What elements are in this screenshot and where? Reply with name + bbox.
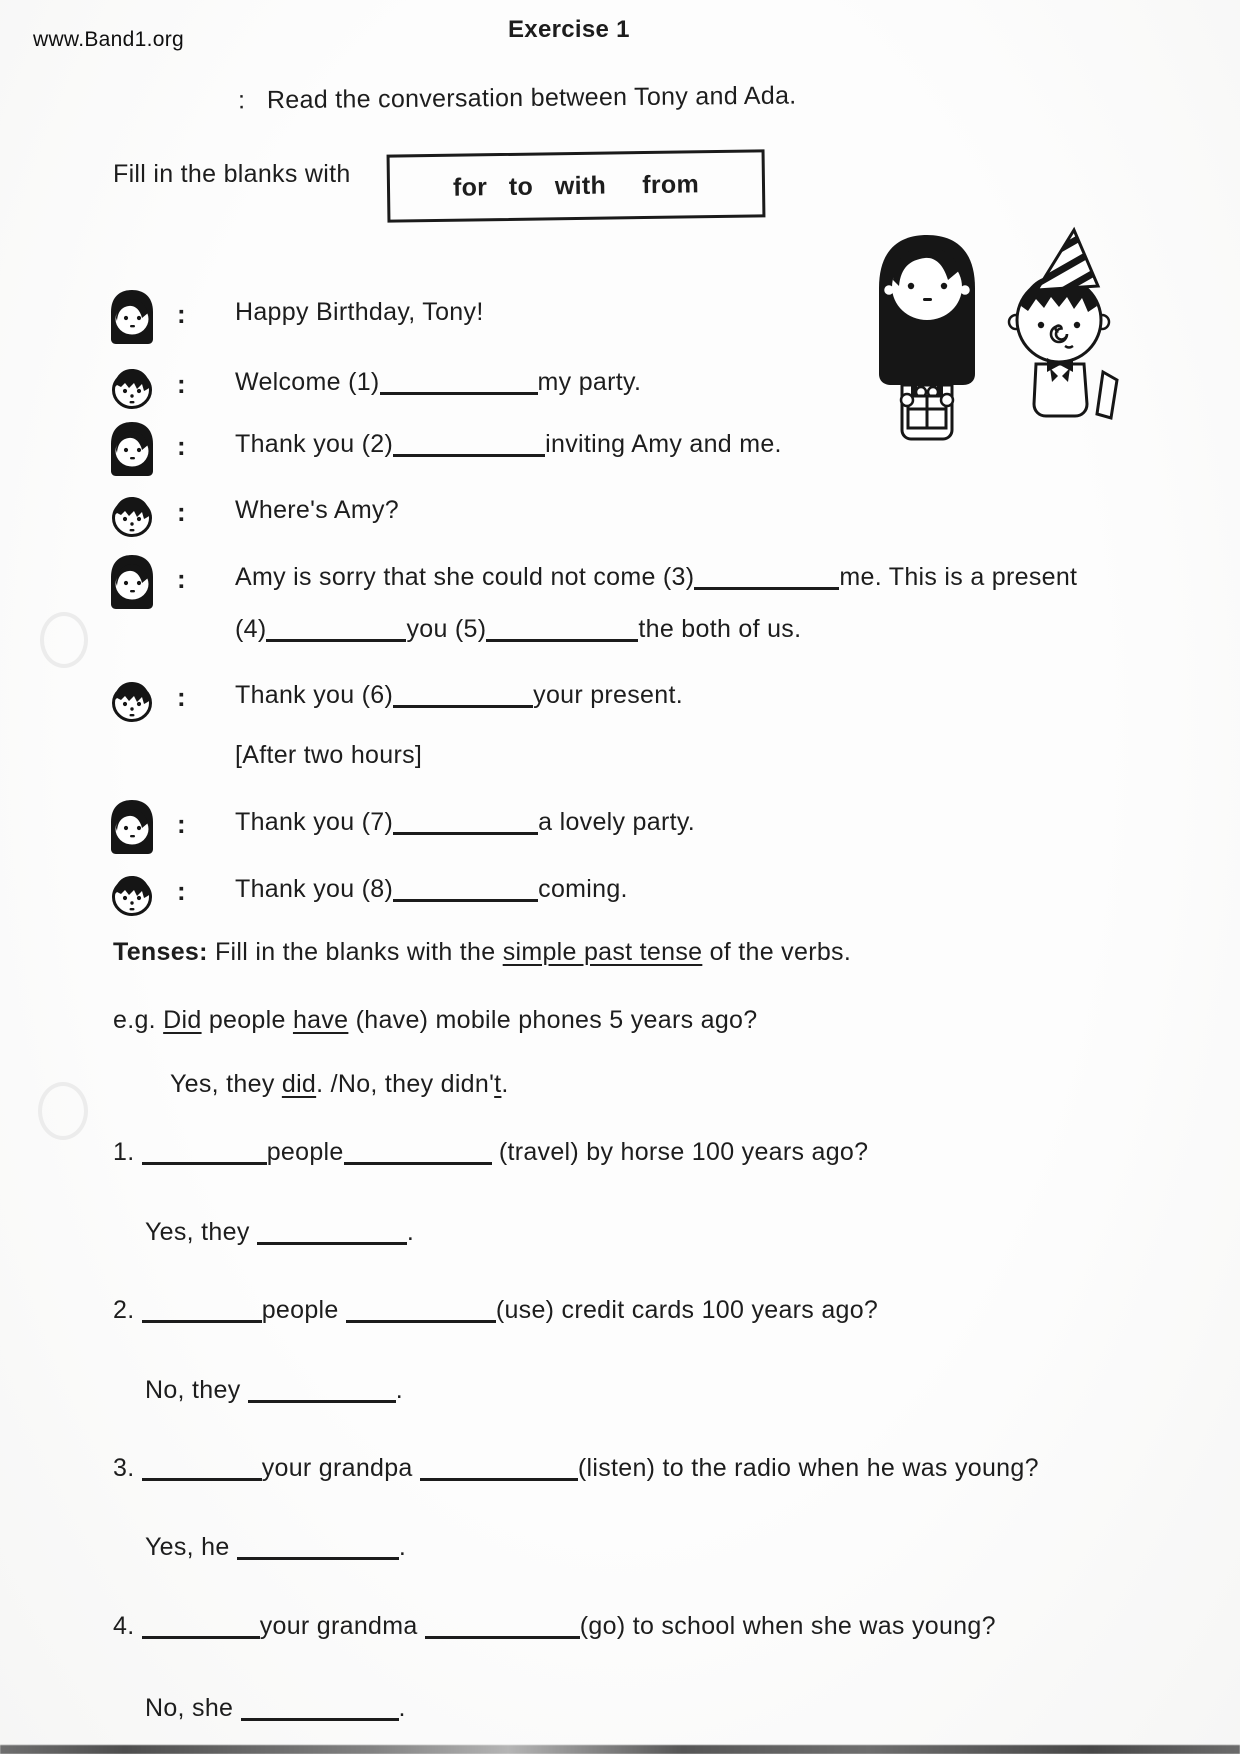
speech-text <box>235 367 641 397</box>
text-segment: [After two hours] <box>235 741 423 769</box>
text-segment: Thank you (6) <box>235 681 394 709</box>
text-segment: your grandpa <box>261 1454 420 1482</box>
fill-blanks-label: Fill in the blanks with <box>113 160 351 188</box>
blank-line <box>694 571 839 590</box>
blank-line <box>142 1146 267 1165</box>
boy-avatar-icon <box>102 670 162 732</box>
scan-artifact <box>40 612 88 668</box>
text-segment: Thank you (7) <box>235 808 394 836</box>
blank-line <box>393 438 545 457</box>
text-segment: . <box>501 1070 509 1098</box>
text-segment: my party. <box>537 368 642 396</box>
speaker-colon: : <box>177 809 186 839</box>
text-segment: (go) to school when she was young? <box>579 1612 996 1640</box>
blank-line <box>425 1620 580 1639</box>
text-segment: Thank you (8) <box>235 875 394 903</box>
instruction-text: : Read the conversation between Tony and Ada. <box>237 81 797 115</box>
text-segment: 4. <box>113 1612 142 1640</box>
speaker-colon: : <box>177 369 186 399</box>
text-segment: people <box>201 1006 293 1034</box>
text-segment: Happy Birthday, Tony! <box>235 298 484 326</box>
text-segment: people <box>266 1138 344 1166</box>
text-segment: (travel) by horse 100 years ago? <box>491 1138 869 1166</box>
speaker-colon: : <box>177 682 186 712</box>
text-segment: Tenses: <box>113 938 208 966</box>
girl-avatar-icon <box>102 552 162 614</box>
blank-line <box>380 376 538 395</box>
text-segment: e.g. <box>113 1006 164 1034</box>
girl-avatar-icon <box>102 419 162 481</box>
blank-line <box>266 623 406 642</box>
text-segment: Where's Amy? <box>235 496 399 524</box>
tense-answer <box>145 1375 403 1405</box>
text-segment: Welcome (1) <box>235 368 380 396</box>
blank-line <box>346 1304 496 1323</box>
boy-avatar-icon <box>102 864 162 926</box>
speech-text <box>235 680 683 710</box>
text-segment: . <box>398 1533 407 1561</box>
blank-line <box>241 1702 399 1721</box>
party-kids-illustration <box>845 222 1140 458</box>
text-segment: No, they <box>145 1376 248 1404</box>
text-segment: Fill in the blanks with the <box>207 938 503 966</box>
text-segment: Thank you (2) <box>235 430 394 458</box>
blank-line <box>142 1462 262 1481</box>
text-segment: . <box>395 1376 403 1404</box>
speech-text <box>235 429 782 459</box>
text-segment: coming. <box>538 875 628 903</box>
text-segment: the both of us. <box>638 615 802 643</box>
speaker-colon: : <box>177 431 186 461</box>
scan-edge-band <box>0 1745 1240 1754</box>
text-segment: Yes, they <box>145 1218 257 1246</box>
boy-character <box>1009 228 1117 418</box>
text-segment: 1. <box>113 1138 142 1166</box>
blank-line <box>344 1146 492 1165</box>
text-segment: No, she <box>145 1694 241 1722</box>
speech-text <box>235 495 399 525</box>
text-segment: inviting Amy and me. <box>545 430 782 458</box>
speaker-colon: : <box>177 876 186 906</box>
speech-text <box>235 297 484 327</box>
blank-line <box>142 1620 260 1639</box>
speech-text <box>235 807 695 837</box>
text-segment: your grandma <box>259 1612 425 1640</box>
blank-line <box>142 1304 262 1323</box>
text-segment: Yes, they <box>170 1070 282 1098</box>
text-segment: simple past tense <box>502 938 703 966</box>
word-bank-words: for to with from <box>452 169 700 202</box>
text-segment: . <box>406 1218 415 1246</box>
blank-line <box>393 883 538 902</box>
example-question <box>113 1005 757 1035</box>
tenses-heading <box>113 937 851 967</box>
girl-avatar-icon <box>102 287 162 349</box>
blank-line <box>486 623 638 642</box>
speech-text <box>235 874 628 904</box>
text-segment: (have) mobile phones 5 years ago? <box>348 1006 758 1034</box>
text-segment: did <box>281 1070 317 1098</box>
tense-question <box>113 1137 868 1167</box>
blank-line <box>420 1462 578 1481</box>
example-answer <box>170 1069 509 1099</box>
scan-artifact <box>38 1082 88 1140</box>
girl-avatar-icon <box>102 797 162 859</box>
boy-avatar-icon <box>102 357 162 419</box>
speaker-colon: : <box>177 564 186 594</box>
text-segment: . /No, they didn' <box>316 1070 495 1098</box>
text-segment: people <box>261 1296 346 1324</box>
text-segment: have <box>292 1006 349 1034</box>
text-segment: (4) <box>235 615 267 643</box>
word-bank-box <box>387 149 766 222</box>
tense-question <box>113 1453 1039 1483</box>
tense-question <box>113 1611 996 1641</box>
text-segment: Did <box>163 1006 202 1034</box>
text-segment: 3. <box>113 1454 142 1482</box>
tense-answer <box>145 1532 406 1562</box>
tense-question <box>113 1295 878 1325</box>
blank-line <box>393 816 538 835</box>
speaker-colon: : <box>177 299 186 329</box>
text-segment: a lovely party. <box>538 808 696 836</box>
page-title: Exercise 1 <box>508 16 630 43</box>
blank-line <box>248 1384 396 1403</box>
text-segment: Yes, he <box>145 1533 237 1561</box>
text-segment: of the verbs. <box>702 938 852 966</box>
text-segment: t <box>494 1070 502 1098</box>
boy-avatar-icon <box>102 485 162 547</box>
speech-text <box>235 562 1077 644</box>
tense-answer <box>145 1693 406 1723</box>
watermark: www.Band1.org <box>33 28 184 51</box>
blank-line <box>393 689 533 708</box>
girl-character <box>879 235 975 439</box>
text-segment: (use) credit cards 100 years ago? <box>495 1296 879 1324</box>
speech-text <box>235 740 422 770</box>
text-segment: (listen) to the radio when he was young? <box>577 1454 1039 1482</box>
blank-line <box>237 1541 399 1560</box>
blank-line <box>257 1226 407 1245</box>
text-segment: your present. <box>533 681 683 709</box>
speaker-colon: : <box>177 497 186 527</box>
tense-answer <box>145 1217 414 1247</box>
text-segment: . <box>398 1694 406 1722</box>
text-segment: me. This is a present <box>839 563 1078 591</box>
text-segment: Amy is sorry that she could not come (3) <box>235 563 695 591</box>
text-segment: you (5) <box>406 615 487 643</box>
text-segment: 2. <box>113 1296 142 1324</box>
